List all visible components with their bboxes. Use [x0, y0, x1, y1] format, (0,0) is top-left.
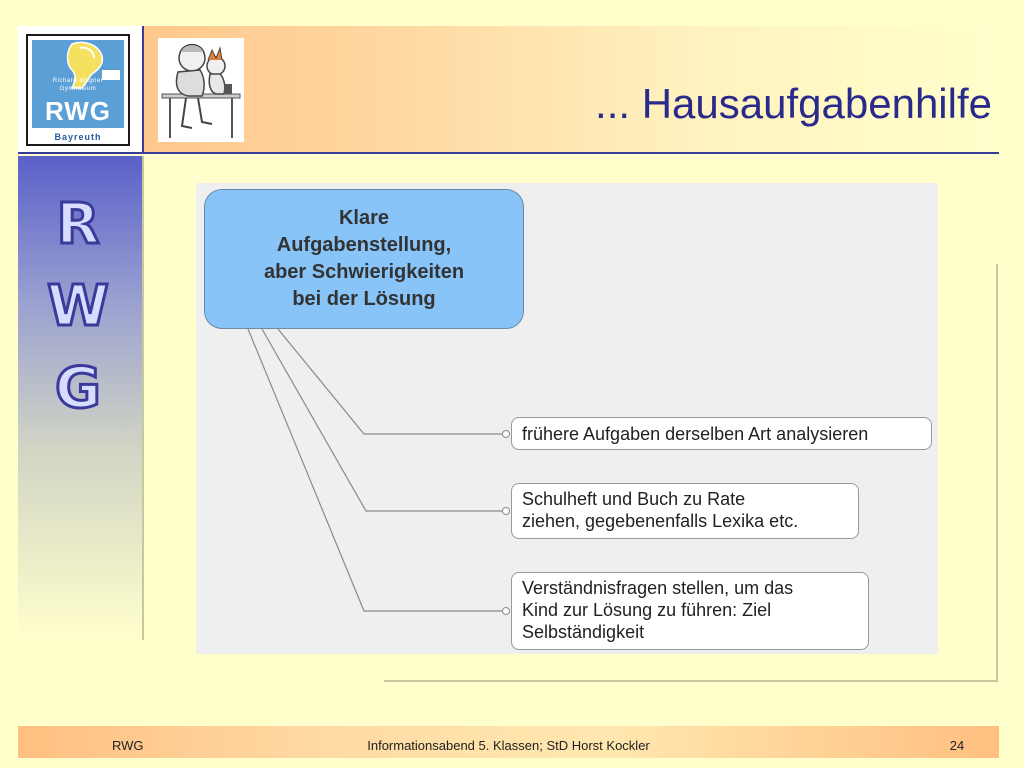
sidebar-letter-w: W: [47, 274, 109, 339]
logo-line-1: Richard-Wagner: [52, 78, 104, 84]
school-logo: [18, 26, 144, 152]
mindmap-panel: [196, 183, 938, 654]
sidebar-letter-g: G: [55, 356, 101, 421]
slide-title: ... Hausaufgabenhilfe: [595, 80, 992, 127]
branch-box-2: Schulheft und Buch zu Rate ziehen, gegebenenfalls Lexika etc.: [511, 483, 859, 539]
page-number: 24: [949, 738, 965, 753]
logo-line-2: Gymnasium: [59, 86, 97, 92]
connector-2: [262, 329, 504, 511]
footer-center: Informationsabend 5. Klassen; StD Horst Kockler: [367, 738, 650, 753]
footer-bar: [18, 726, 999, 758]
frame-line-bottom: [384, 680, 998, 682]
sidebar-band: [18, 156, 144, 640]
connector-1: [278, 329, 504, 434]
logo-abbr: RWG: [44, 96, 112, 126]
homework-cartoon-icon: [158, 38, 244, 142]
footer-left: RWG: [112, 738, 144, 753]
connector-dot-1: [503, 431, 510, 438]
branch-box-1: frühere Aufgaben derselben Art analysieren: [511, 417, 932, 450]
main-topic-box: [204, 189, 524, 329]
connector-dot-3: [503, 608, 510, 615]
logo-city: Bayreuth: [54, 132, 102, 142]
sidebar-letter-r: R: [56, 192, 100, 257]
connector-dot-2: [503, 508, 510, 515]
header-rule: [18, 152, 999, 154]
logo-emblem: [32, 40, 124, 128]
main-topic-text: Klare Aufgabenstellung, aber Schwierigkeiten bei der Lösung: [263, 207, 465, 310]
frame-line-right: [996, 264, 998, 682]
school-logo-icon: [26, 34, 130, 146]
branch-box-3: Verständnisfragen stellen, um das Kind zur Lösung zu führen: Ziel Selbständigkeit: [511, 572, 869, 650]
